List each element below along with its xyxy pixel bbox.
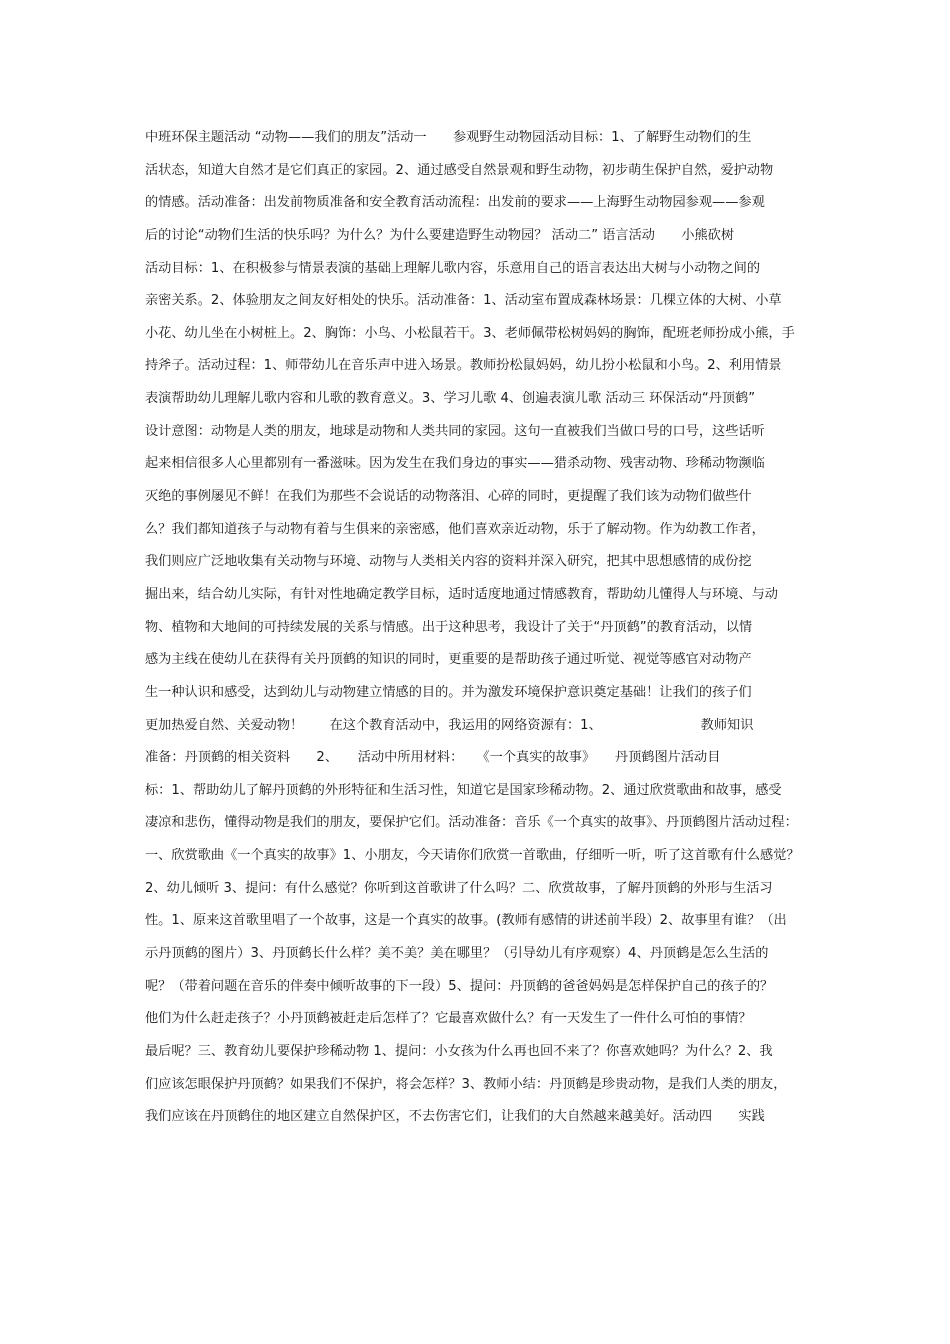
text-line: 的情感。活动准备：出发前物质准备和安全教育活动流程：出发前的要求——上海野生动物园参观——参观: [145, 195, 765, 211]
text-line: 起来相信很多人心里都别有一番滋味。因为发生在我们身边的事实——猎杀动物、残害动物、珍稀动物濒临: [145, 456, 765, 472]
text-line: 我们应该在丹顶鹤住的地区建立自然保护区，不去伤害它们，让我们的大自然越来越美好。活动四 实践: [145, 1109, 765, 1125]
text-line: 们应该怎眼保护丹顶鹤？如果我们不保护，将会怎样？3、教师小结：丹顶鹤是珍贵动物，是我们人类的朋友，: [145, 1076, 787, 1092]
text-line: 标：1、帮助幼儿了解丹顶鹤的外形特征和生活习性，知道它是国家珍稀动物。2、通过欣赏歌曲和故事，感受: [145, 782, 782, 798]
text-line: 小花、幼儿坐在小树桩上。2、胸饰：小鸟、小松鼠若干。3、老师佩带松树妈妈的胸饰，配班老师扮成小熊，手: [145, 325, 795, 341]
text-line: 灭绝的事例屡见不鲜！在我们为那些不会说话的动物落泪、心碎的同时，更提醒了我们该为动物们做些什: [145, 489, 752, 505]
text-line: 持斧子。活动过程：1、师带幼儿在音乐声中进入场景。教师扮松鼠妈妈，幼儿扮小松鼠和小鸟。2、利用情景: [145, 358, 782, 374]
text-line: 活状态，知道大自然才是它们真正的家园。2、通过感受自然景观和野生动物，初步萌生保护自然，爱护动物: [145, 162, 774, 178]
text-line: 一、欣赏歌曲《一个真实的故事》1、小朋友，今天请你们欣赏一首歌曲，仔细听一听，听了这首歌有什么感觉？: [145, 848, 800, 864]
text-line: 亲密关系。2、体验朋友之间友好相处的快乐。活动准备：1、活动室布置成森林场景：几棵立体的大树、小草: [145, 293, 782, 309]
text-line: 呢？（带着问题在音乐的伴奏中倾听故事的下一段）5、提问：丹顶鹤的爸爸妈妈是怎样保护自己的孩子的？: [145, 978, 774, 994]
text-line: 物、植物和大地间的可持续发展的关系与情感。出于这种思考，我设计了关于“丹顶鹤”的教育活动，以情: [145, 619, 753, 635]
text-line: 后的讨论“动物们生活的快乐吗？为什么？为什么要建造野生动物园？ 活动二” 语言活动 小熊砍树: [145, 227, 735, 243]
text-line: 示丹顶鹤的图片）3、丹顶鹤长什么样？美不美？美在哪里？（引导幼儿有序观察）4、丹顶鹤是怎么生活的: [145, 946, 769, 962]
text-line: 感为主线在使幼儿在获得有关丹顶鹤的知识的同时，更重要的是帮助孩子通过听觉、视觉等感官对动物产: [145, 652, 752, 668]
text-line: 准备：丹顶鹤的相关资料 2、 活动中所用材料： 《一个真实的故事》 丹顶鹤图片活动目: [145, 750, 721, 766]
text-line: 2、幼儿倾听 3、提问：有什么感觉？你听到这首歌讲了什么吗？二、欣赏故事，了解丹顶鹤的外形与生活习: [145, 880, 773, 896]
text-line: 表演帮助幼儿理解儿歌内容和儿歌的教育意义。3、学习儿歌 4、创遍表演儿歌 活动三 环保活动“丹顶鹤”: [145, 391, 756, 407]
document-body: [145, 122, 825, 1134]
text-line: 最后呢？三、教育幼儿要保护珍稀动物 1、提问：小女孩为什么再也回不来了？你喜欢她吗？为什么？2、我: [145, 1043, 773, 1059]
text-line: 他们为什么赶走孩子？小丹顶鹤被赶走后怎样了？它最喜欢做什么？有一天发生了一件什么可怕的事情？: [145, 1011, 752, 1027]
text-line: 活动目标：1、在积极参与情景表演的基础上理解儿歌内容，乐意用自己的语言表达出大树与小动物之间的: [145, 260, 761, 276]
text-line: 凄凉和悲伤，懂得动物是我们的朋友，要保护它们。活动准备：音乐《一个真实的故事》、丹顶鹤图片活动过程：: [145, 815, 798, 831]
text-line: 么？我们都知道孩子与动物有着与生俱来的亲密感，他们喜欢亲近动物，乐于了解动物。作为幼教工作者，: [145, 521, 765, 537]
text-line: 更加热爱自然、关爱动物！ 在这个教育活动中，我运用的网络资源有：1、 教师知识: [145, 717, 754, 733]
text-line: 中班环保主题活动 “动物——我们的朋友”活动一 参观野生动物园活动目标：1、了解野生动物们的生: [145, 130, 752, 145]
text-line: 生一种认识和感受，达到幼儿与动物建立情感的目的。并为激发环境保护意识奠定基础！让我们的孩子们: [145, 684, 752, 700]
text-line: 性。1、原来这首歌里唱了一个故事，这是一个真实的故事。(教师有感情的讲述前半段）2、故事里有谁？（出: [145, 913, 787, 929]
text-line: 我们则应广泛地收集有关动物与环境、动物与人类相关内容的资料并深入研究，把其中思想感情的成份挖: [145, 554, 752, 570]
text-line: 掘出来，结合幼儿实际，有针对性地确定教学目标，适时适度地通过情感教育，帮助幼儿懂得人与环境、与动: [145, 586, 778, 602]
text-line: 设计意图：动物是人类的朋友，地球是动物和人类共同的家园。这句一直被我们当做口号的口号，这些话听: [145, 423, 765, 439]
